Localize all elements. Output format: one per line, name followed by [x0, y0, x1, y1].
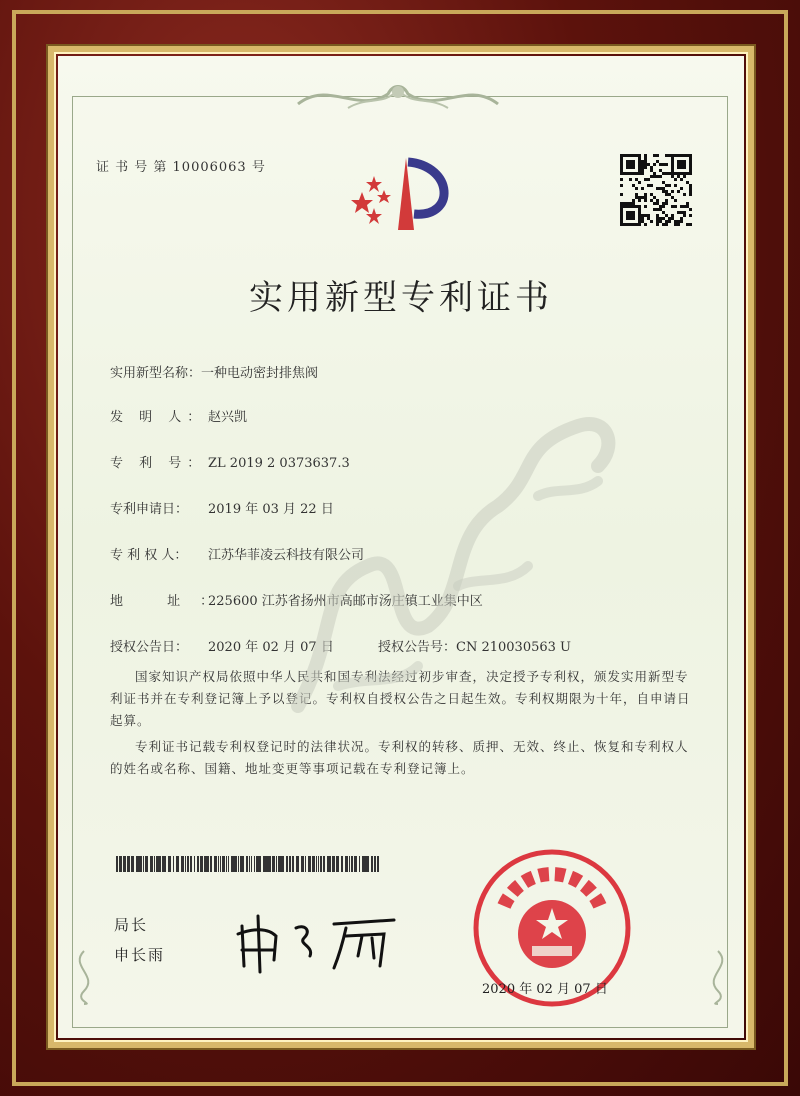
field-label: 地 址：	[110, 594, 234, 609]
field-label: 发 明 人：	[110, 410, 207, 425]
field-value: 2019 年 03 月 22 日	[208, 502, 334, 517]
field-value: 赵兴凯	[208, 410, 248, 425]
handwritten-signature-icon	[234, 906, 404, 976]
certificate-title: 实用新型专利证书	[249, 278, 553, 318]
certificate-paper	[58, 56, 744, 1038]
bottom-right-ornament-icon	[698, 946, 738, 1006]
field-label: 专 利 权 人：	[110, 548, 188, 563]
field-label: 授权公告号：	[378, 640, 457, 655]
certificate-number: 证 书 号 第 10006063 号	[96, 160, 266, 175]
top-ornament-icon	[288, 70, 508, 120]
field-inventor	[110, 406, 247, 425]
patent-office-logo-icon	[344, 152, 464, 238]
field-label: 专利申请日：	[110, 502, 189, 517]
field-label: 专 利 号：	[110, 456, 207, 471]
signer-role: 局长	[114, 916, 149, 934]
field-label: 授权公告日：	[110, 640, 189, 655]
barcode-icon	[116, 856, 380, 872]
qr-code-icon	[620, 154, 692, 226]
field-value: 2020 年 02 月 07 日	[208, 640, 334, 655]
signer-name: 申长雨	[114, 946, 166, 964]
field-design-name	[110, 362, 318, 381]
field-value: 225600 江苏省扬州市高邮市汤庄镇工业集中区	[208, 594, 483, 609]
field-label: 实用新型名称：	[110, 366, 202, 381]
field-value: 江苏华菲凌云科技有限公司	[208, 548, 365, 563]
seal-date: 2020 年 02 月 07 日	[482, 982, 608, 997]
paragraph-grant: 国家知识产权局依照中华人民共和国专利法经过初步审查，决定授予专利权，颁发实用新型专利证书并在专利登记簿上予以登记。专利权自授权公告之日起生效。专利权期限为十年，自申请日起算。	[110, 669, 691, 728]
bottom-left-ornament-icon	[64, 946, 104, 1006]
field-value: CN 210030563 U	[456, 640, 571, 655]
paragraph-legal-status: 专利证书记载专利权登记时的法律状况。专利权的转移、质押、无效、终止、恢复和专利权人的姓名或名称、国籍、地址变更等事项记载在专利登记簿上。	[110, 739, 689, 776]
field-value: ZL 2019 2 0373637.3	[208, 456, 350, 471]
watermark-signature-icon	[278, 386, 638, 726]
field-value: 一种电动密封排焦阀	[201, 366, 319, 381]
